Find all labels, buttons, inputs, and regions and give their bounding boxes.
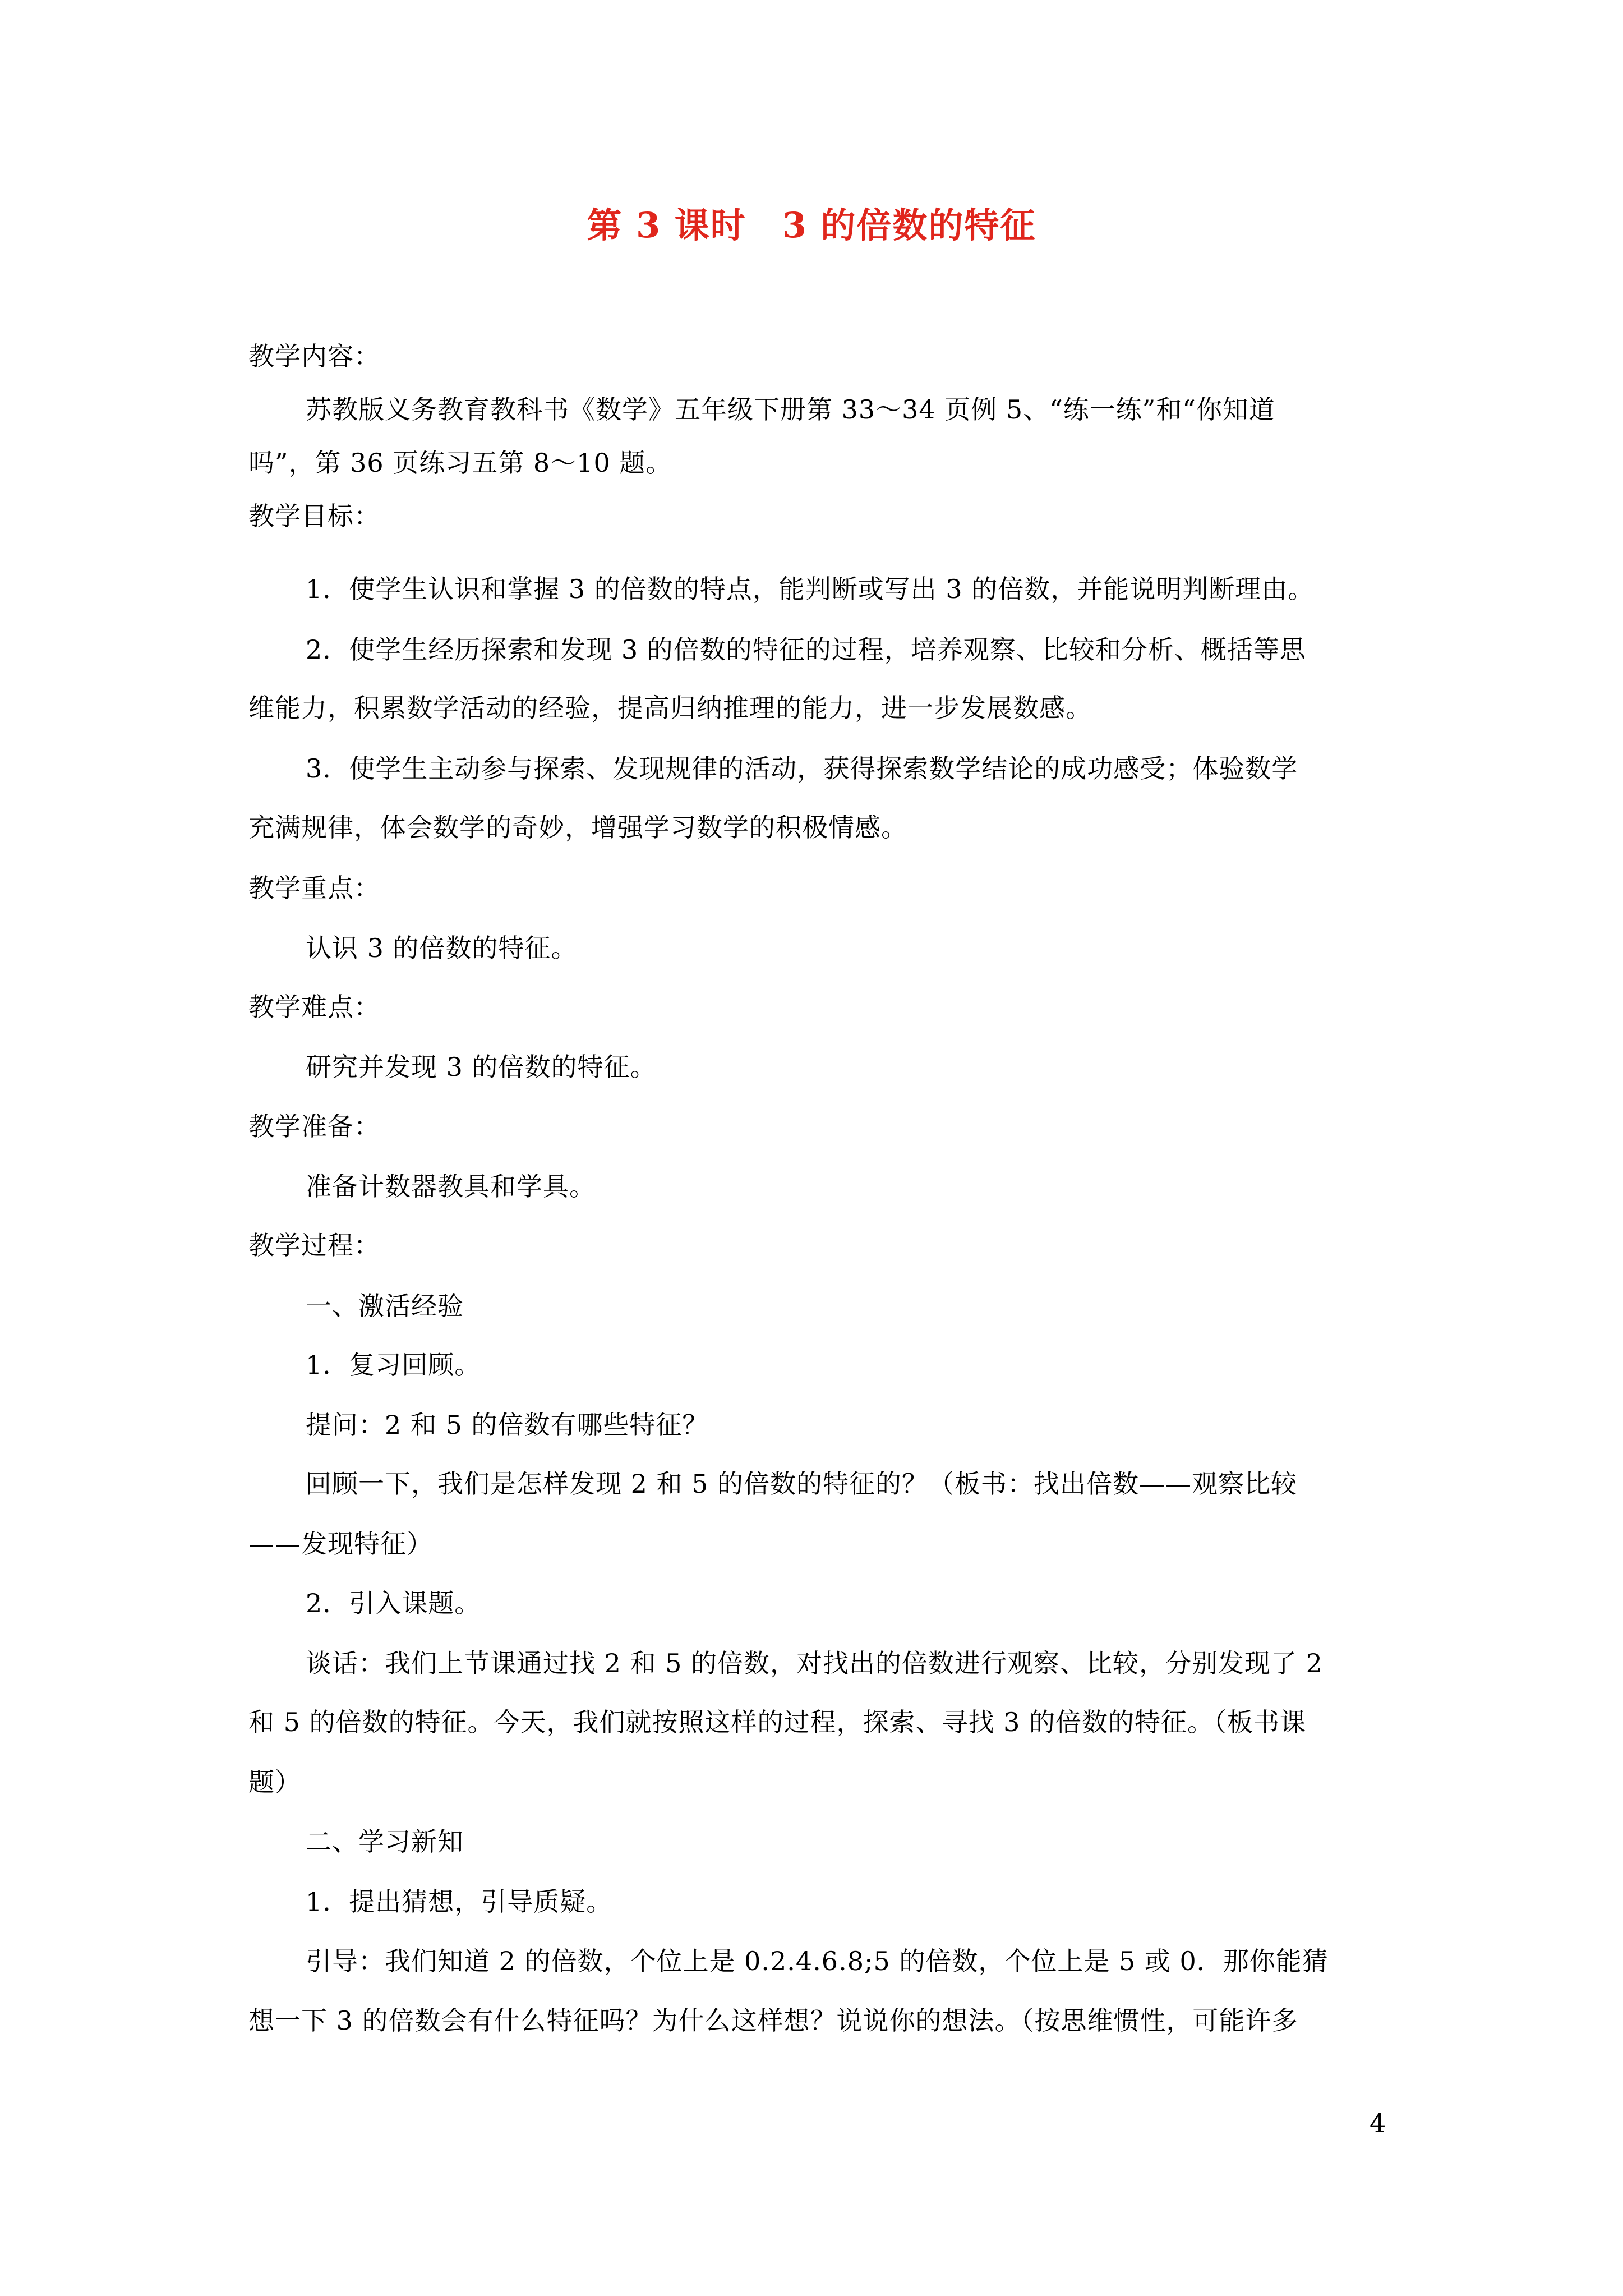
page-number: 4 <box>1370 2108 1386 2138</box>
paragraph-line: 吗”，第 36 页练习五第 8～10 题。 <box>248 448 672 478</box>
paragraph-line: 引导：我们知道 2 的倍数，个位上是 0.2.4.6.8;5 的倍数，个位上是 5 或 0．那你能猜 <box>306 1946 1329 1976</box>
paragraph-line: 1．使学生认识和掌握 3 的倍数的特点，能判断或写出 3 的倍数，并能说明判断理由。 <box>306 574 1315 604</box>
subsection-heading: 二、学习新知 <box>306 1826 464 1857</box>
paragraph-line: 1．复习回顾。 <box>306 1350 481 1380</box>
paragraph-line: 认识 3 的倍数的特征。 <box>306 933 578 963</box>
paragraph-line: 提问：2 和 5 的倍数有哪些特征？ <box>306 1410 709 1440</box>
paragraph-line: 想一下 3 的倍数会有什么特征吗？为什么这样想？说说你的想法。（按思维惯性，可能许多 <box>248 2005 1298 2036</box>
paragraph-line: 研究并发现 3 的倍数的特征。 <box>306 1052 657 1082</box>
section-heading-process: 教学过程： <box>248 1230 380 1260</box>
paragraph-line: 3．使学生主动参与探索、发现规律的活动，获得探索数学结论的成功感受；体验数学 <box>306 753 1298 784</box>
subsection-heading: 一、激活经验 <box>306 1291 464 1321</box>
paragraph-line: 准备计数器教具和学具。 <box>306 1171 596 1202</box>
paragraph-line: 充满规律，体会数学的奇妙，增强学习数学的积极情感。 <box>248 812 907 843</box>
section-heading-goals: 教学目标： <box>248 501 380 531</box>
section-heading-key: 教学重点： <box>248 873 380 903</box>
lesson-title: 第 3 课时 3 的倍数的特征 <box>587 205 1036 246</box>
paragraph-line: 谈话：我们上节课通过找 2 和 5 的倍数，对找出的倍数进行观察、比较，分别发现了 2 <box>306 1648 1323 1678</box>
paragraph-line: 维能力，积累数学活动的经验，提高归纳推理的能力，进一步发展数感。 <box>248 693 1092 723</box>
paragraph-line: 回顾一下，我们是怎样发现 2 和 5 的倍数的特征的？（板书：找出倍数——观察比较 <box>306 1469 1298 1499</box>
paragraph-line: 2．引入课题。 <box>306 1588 481 1618</box>
paragraph-line: 苏教版义务教育教科书《数学》五年级下册第 33～34 页例 5、“练一练”和“你知道 <box>306 394 1275 425</box>
paragraph-line: 2．使学生经历探索和发现 3 的倍数的特征的过程，培养观察、比较和分析、概括等思 <box>306 634 1306 665</box>
section-heading-difficulty: 教学难点： <box>248 992 380 1022</box>
paragraph-line: 1．提出猜想，引导质疑。 <box>306 1887 613 1917</box>
section-heading-content: 教学内容： <box>248 341 380 371</box>
paragraph-line: 题） <box>248 1767 301 1797</box>
section-heading-prep: 教学准备： <box>248 1111 380 1142</box>
paragraph-line: ——发现特征） <box>248 1529 433 1559</box>
paragraph-line: 和 5 的倍数的特征。今天，我们就按照这样的过程，探索、寻找 3 的倍数的特征。（板书课 <box>248 1707 1307 1737</box>
